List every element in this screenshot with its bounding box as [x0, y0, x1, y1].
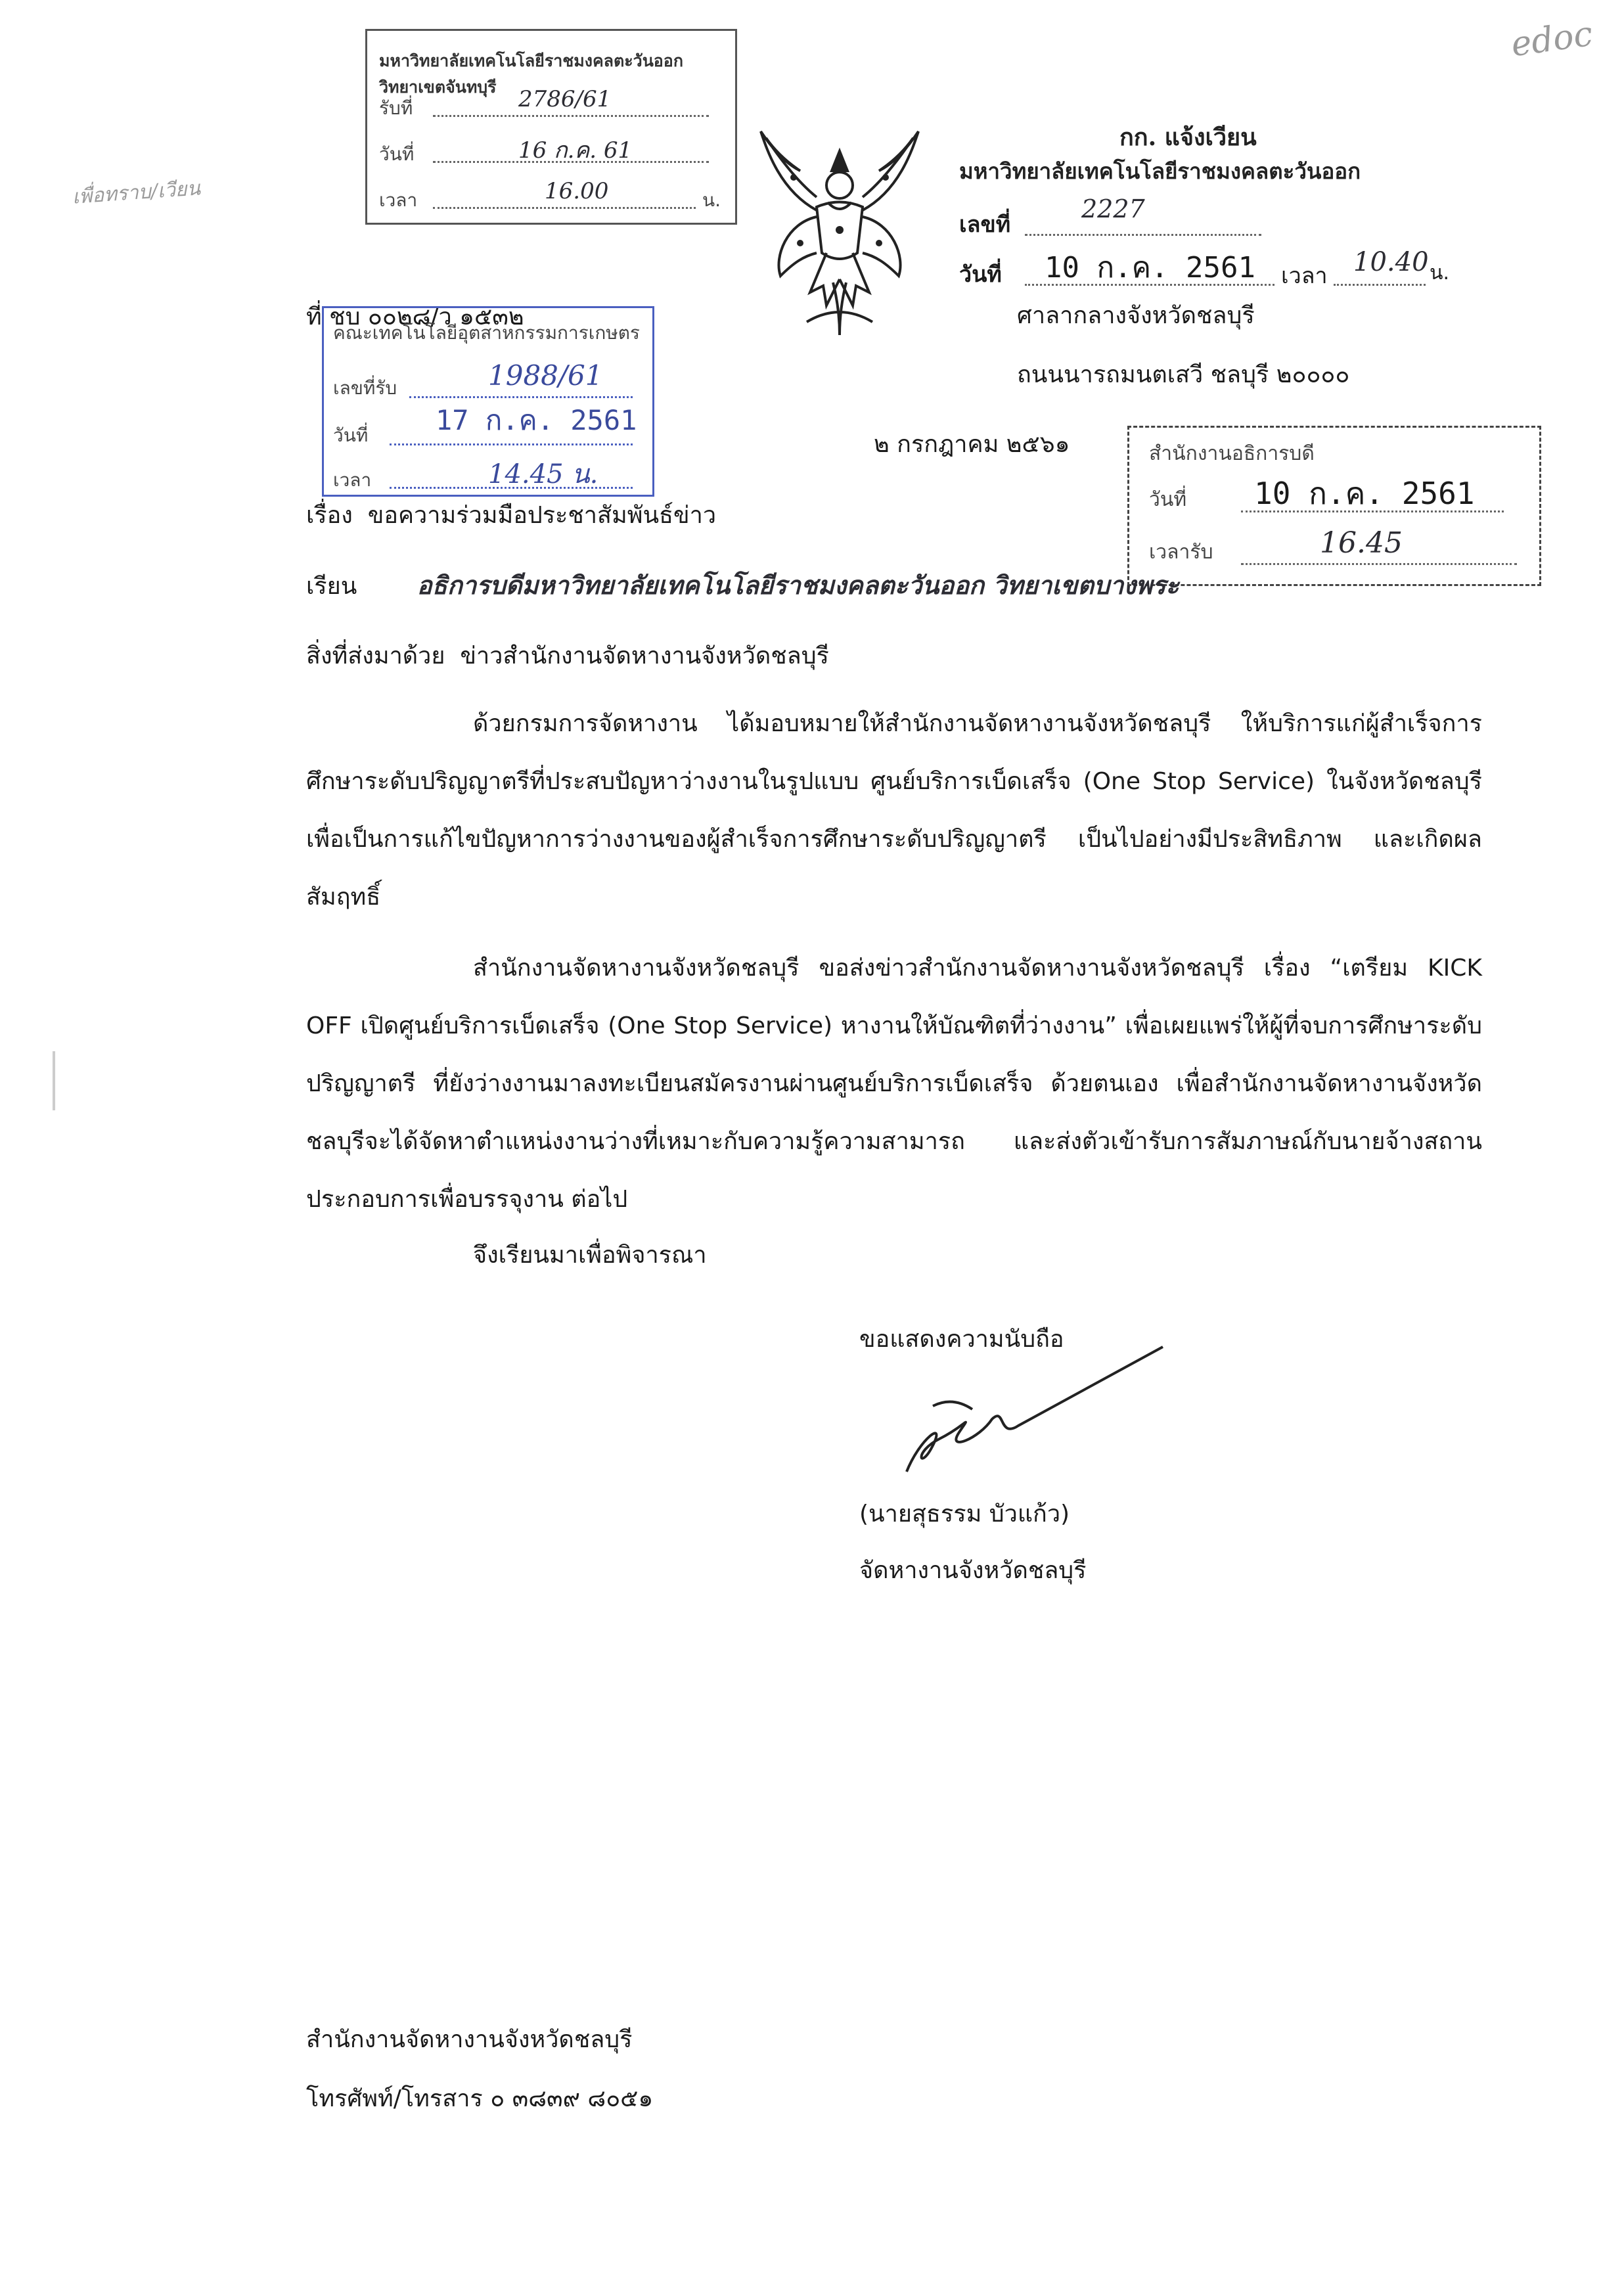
stamp-time-suffix: น. — [702, 189, 721, 211]
rector-stamp-number-value: 2227 — [1081, 194, 1145, 223]
president-stamp-title: สำนักงานอธิการบดี — [1149, 442, 1315, 465]
stamp-time-label: เวลา — [379, 189, 418, 211]
university-receipt-stamp — [365, 29, 737, 225]
subject-line — [306, 486, 716, 545]
rector-stamp-time-suffix: น. — [1430, 261, 1450, 284]
faculty-stamp-time-value: 14.45 น. — [488, 459, 598, 489]
stamp-date-value: 16 ก.ค. 61 — [518, 137, 633, 164]
rector-stamp-line2: มหาวิทยาลัยเทคโนโลยีราชมงคลตะวันออก — [959, 158, 1361, 184]
faculty-stamp-date-value: 17 ก.ค. 2561 — [436, 404, 637, 436]
subject-label: เรื่อง — [306, 502, 353, 529]
reference-number: ที่ ชบ ๐๐๒๘/ว ๑๕๓๒ — [306, 304, 524, 330]
recipient-text: อธิการบดีมหาวิทยาลัยเทคโนโลยีราชมงคลตะวันออก วิทยาเขตบางพระ — [417, 570, 1179, 600]
rector-stamp-time-value: 10.40 — [1353, 247, 1429, 277]
rector-stamp-time-label: เวลา — [1281, 263, 1328, 289]
rector-stamp-number-label: เลขที่ — [959, 212, 1011, 238]
agency-name: ศาลากลางจังหวัดชลบุรี — [1017, 302, 1255, 329]
rector-stamp-date-label: วันที่ — [959, 261, 1002, 288]
body-paragraph-1: ด้วยกรมการจัดหางาน ได้มอบหมายให้สำนักงานจัดหางานจังหวัดชลบุรี ให้บริการแก่ผู้สำเร็จการศึกษาระดับปริญญาตรีที่ประสบปัญหาว่างงานในรูปแบบ ศูนย์บริการเบ็ดเสร็จ (One Stop Service) ในจังหวัดชลบุรี เพื่อเป็นการแก้ไขปัญหาการว่างงานของผู้สำเร็จการศึกษาระดับปริญญาตรี เป็นไปอย่างมีประสิทธิภาพ และเกิดผลสัมฤทธิ์ — [306, 710, 1482, 911]
closing-line: จึงเรียนมาเพื่อพิจารณา — [473, 1242, 707, 1269]
president-stamp-time-value: 16.45 — [1320, 526, 1403, 560]
faculty-stamp-number-label: เลขที่รับ — [333, 377, 397, 399]
footer-phone: โทรศัพท์/โทรสาร ๐ ๓๘๓๙ ๘๐๕๑ — [306, 2085, 654, 2112]
footer-office: สำนักงานจัดหางานจังหวัดชลบุรี — [306, 2026, 633, 2053]
signature-scribble — [893, 1340, 1169, 1491]
president-stamp-date-label: วันที่ — [1149, 488, 1187, 511]
subject-text: ขอความร่วมมือประชาสัมพันธ์ข่าว — [367, 502, 717, 529]
president-stamp-time-label: เวลารับ — [1149, 541, 1213, 564]
stamp-date-label: วันที่ — [379, 143, 415, 165]
letter-date: ๒ กรกฎาคม ๒๕๖๑ — [874, 431, 1070, 458]
rector-stamp-date-value: 10 ก.ค. 2561 — [1045, 251, 1255, 284]
enclosure-text: ข่าวสำนักงานจัดหางานจังหวัดชลบุรี — [460, 643, 829, 669]
recipient-label: เรียน — [306, 573, 357, 600]
stamp-number-value: 2786/61 — [518, 86, 612, 112]
corner-note: edoc — [1508, 14, 1596, 65]
rector-receipt-stamp — [959, 118, 1458, 309]
garuda-emblem — [754, 125, 925, 342]
recipient-line — [306, 556, 1179, 616]
faculty-stamp-title: คณะเทคโนโลยีอุตสาหกรรมการเกษตร — [333, 322, 640, 344]
margin-note: เพื่อทราบ/เวียน — [72, 177, 202, 209]
stamp-number-label: รับที่ — [379, 97, 413, 119]
body-paragraph-2: สำนักงานจัดหางานจังหวัดชลบุรี ขอส่งข่าวสำนักงานจัดหางานจังหวัดชลบุรี เรื่อง “เตรียม KICK OFF เปิดศูนย์บริการเบ็ดเสร็จ (One Stop Service) หางานให้บัณฑิตที่ว่างงาน” เพื่อเผยแพร่ให้ผู้ที่จบการศึกษาระดับปริญญาตรี ที่ยังว่างงานมาลงทะเบียนสมัครงานผ่านศูนย์บริการเบ็ดเสร็จ ด้วยตนเอง เพื่อสำนักงานจัดหางานจังหวัดชลบุรีจะได้จัดหาตำแหน่งงานว่างที่เหมาะกับความรู้ความสามารถ และส่งตัวเข้ารับการสัมภาษณ์กับนายจ้างสถานประกอบการเพื่อบรรจุงาน ต่อไป — [306, 955, 1482, 1213]
signer-title: จัดหางานจังหวัดชลบุรี — [859, 1557, 1087, 1584]
faculty-stamp-number-value: 1988/61 — [488, 359, 603, 392]
stamp-time-value: 16.00 — [545, 178, 609, 204]
rector-stamp-line1: กก. แจ้งเวียน — [1119, 124, 1257, 151]
scan-margin-mark — [53, 1051, 55, 1110]
president-office-stamp — [1127, 426, 1541, 586]
regards-line: ขอแสดงความนับถือ — [859, 1326, 1064, 1353]
faculty-receipt-stamp — [322, 306, 654, 497]
enclosure-line — [306, 627, 829, 686]
enclosure-label: สิ่งที่ส่งมาด้วย — [306, 643, 445, 669]
president-stamp-date-value: 10 ก.ค. 2561 — [1254, 476, 1475, 511]
faculty-stamp-time-label: เวลา — [333, 469, 372, 491]
faculty-stamp-date-label: วันที่ — [333, 424, 369, 446]
agency-address: ถนนนารถมนตเสวี ชลบุรี ๒๐๐๐๐ — [1017, 361, 1350, 388]
stamp-title: มหาวิทยาลัยเทคโนโลยีราชมงคลตะวันออก วิทยาเขตจันทบุรี — [379, 51, 683, 97]
signer-name: (นายสุธรรม บัวแก้ว) — [859, 1501, 1070, 1528]
